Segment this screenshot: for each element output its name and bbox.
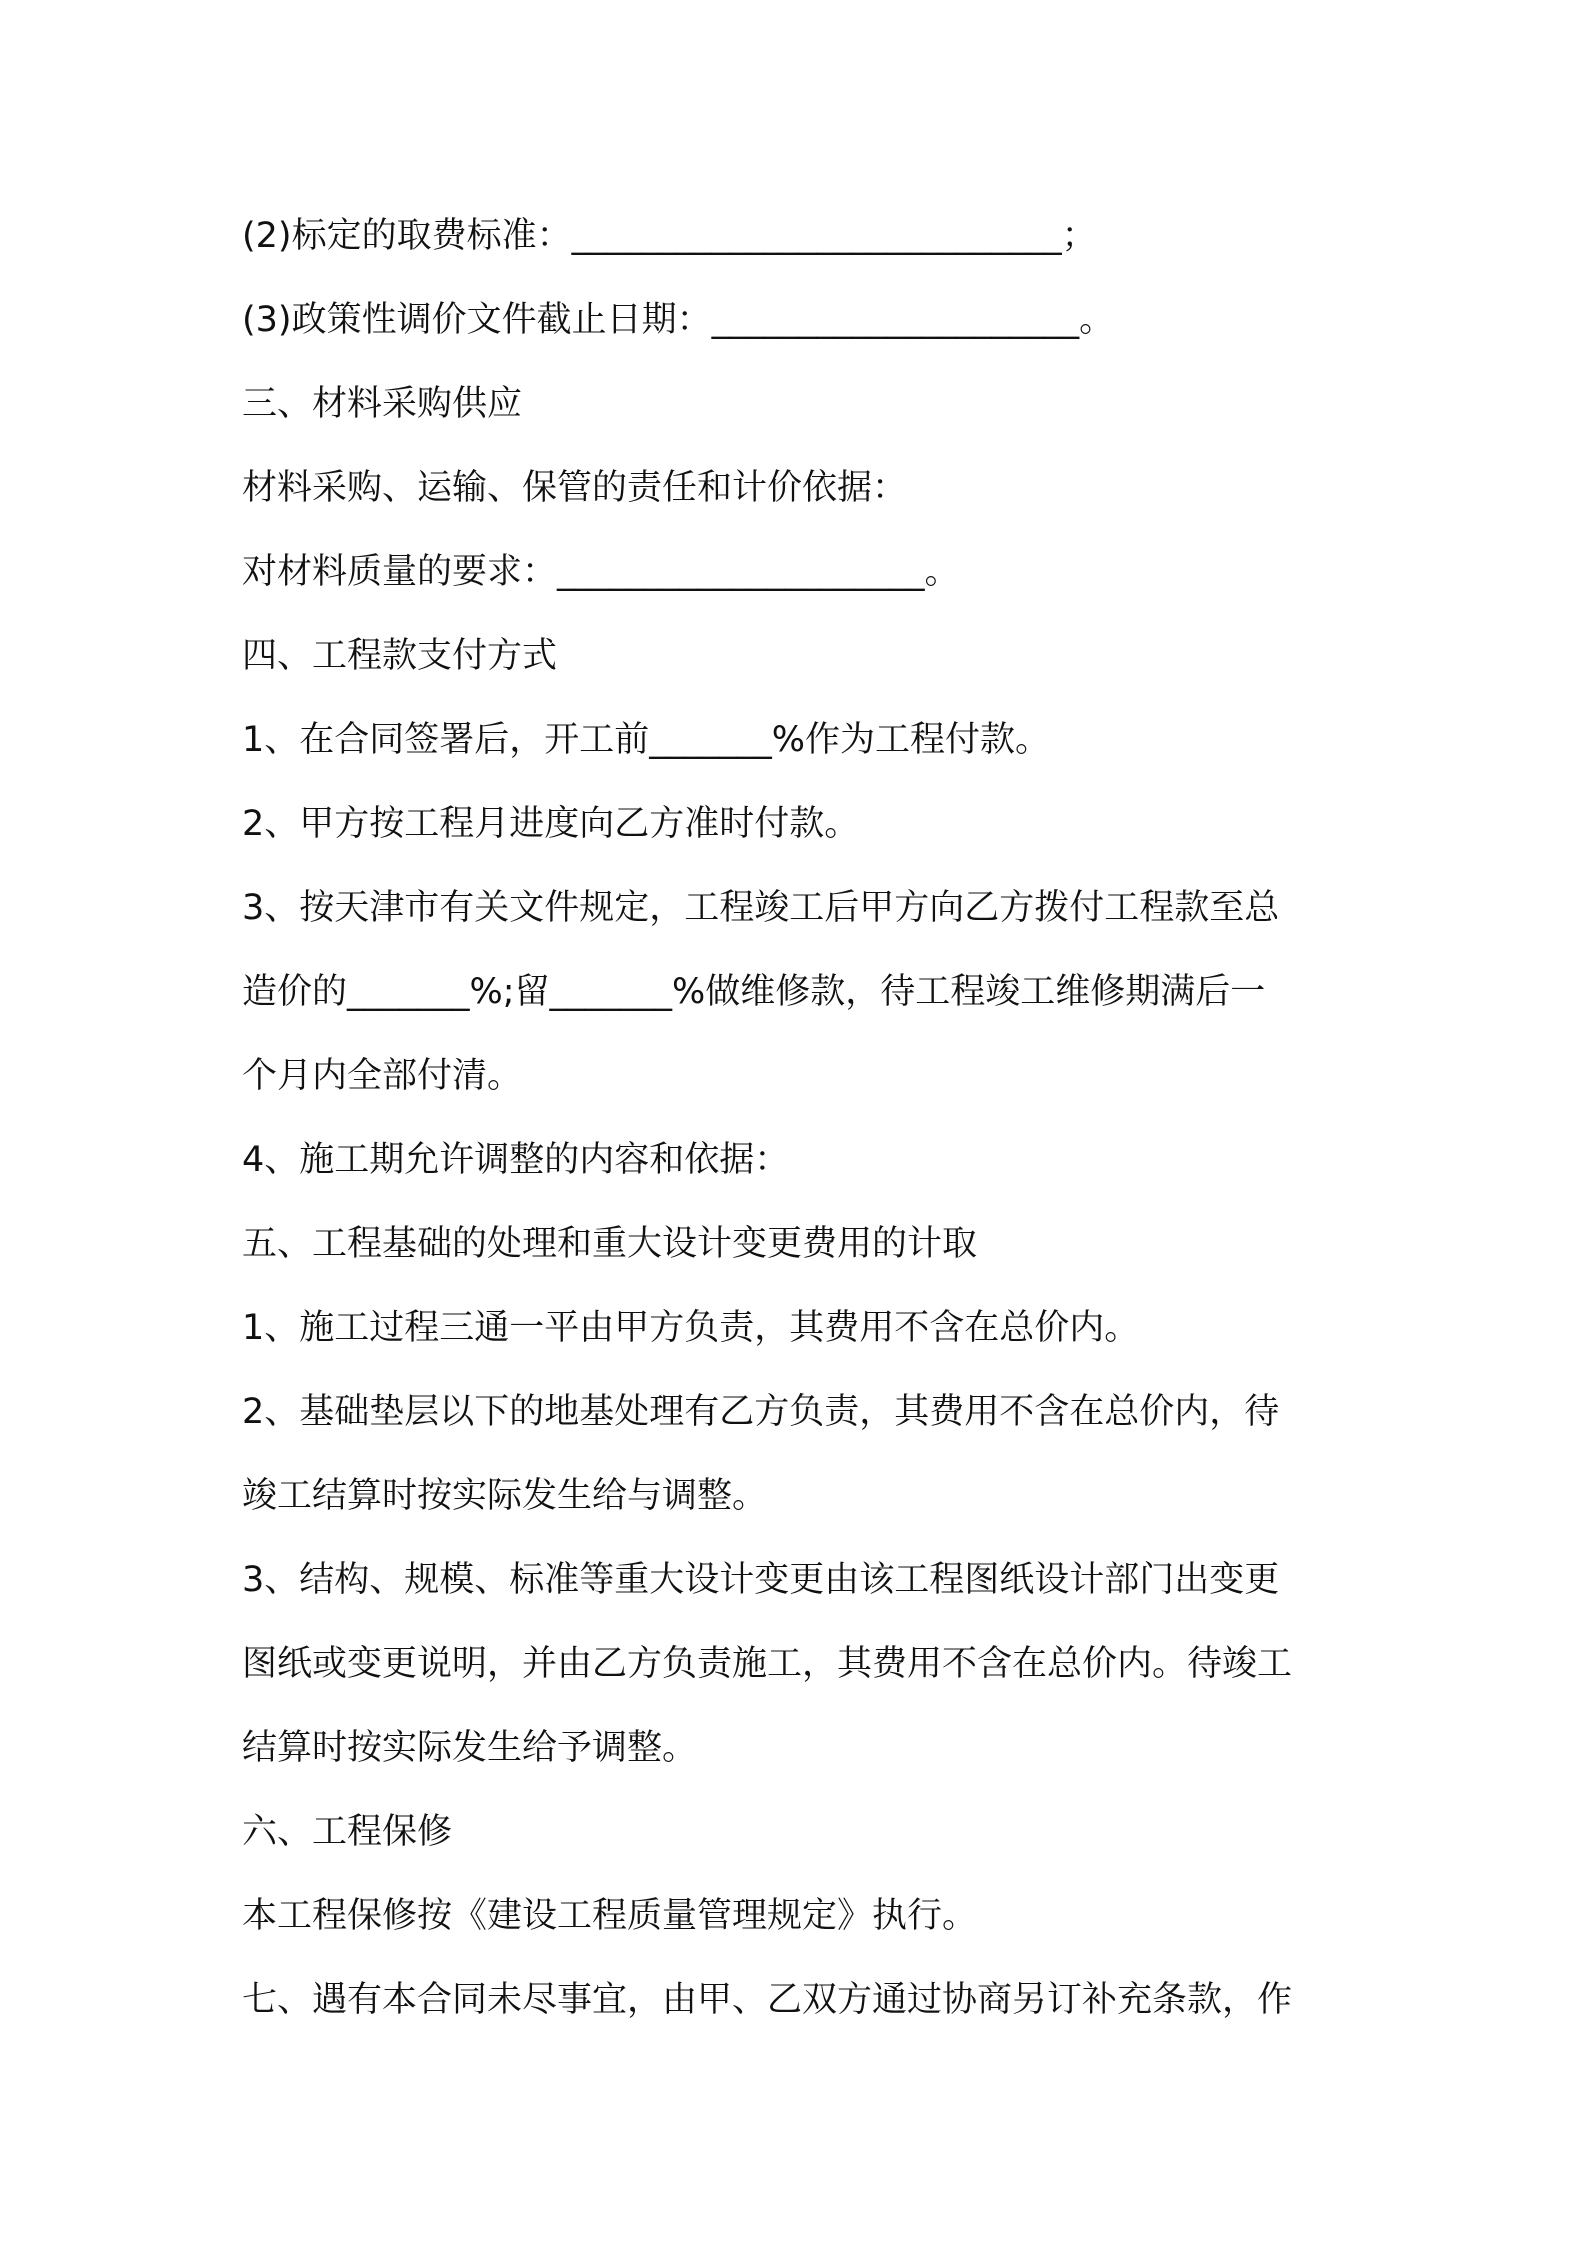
payment-item-4: 4、施工期允许调整的内容和依据： xyxy=(242,1140,790,1180)
foundation-item-3-line-1: 3、结构、规模、标准等重大设计变更由该工程图纸设计部门出变更 xyxy=(242,1560,1280,1600)
foundation-item-2-line-2: 竣工结算时按实际发生给与调整。 xyxy=(242,1476,768,1516)
document-body xyxy=(242,206,1362,2054)
section-heading-foundation: 五、工程基础的处理和重大设计变更费用的计取 xyxy=(242,1224,978,1264)
payment-item-3-line-1: 3、按天津市有关文件规定，工程竣工后甲方向乙方拨付工程款至总 xyxy=(242,888,1280,928)
section-heading-warranty: 六、工程保修 xyxy=(242,1812,453,1852)
foundation-item-2-line-1: 2、基础垫层以下的地基处理有乙方负责，其费用不含在总价内，待 xyxy=(242,1392,1280,1432)
section-seven-line-1: 七、遇有本合同未尽事宜，由甲、乙双方通过协商另订补充条款，作 xyxy=(242,1980,1293,2020)
fee-standard-line: (2)标定的取费标准：____________________________； xyxy=(242,216,1097,256)
materials-quality-line: 对材料质量的要求：_____________________。 xyxy=(242,552,960,592)
section-heading-materials: 三、材料采购供应 xyxy=(242,384,523,424)
section-heading-payment: 四、工程款支付方式 xyxy=(242,636,558,676)
policy-deadline-line: (3)政策性调价文件截止日期：_____________________。 xyxy=(242,300,1115,340)
foundation-item-3-line-3: 结算时按实际发生给予调整。 xyxy=(242,1728,698,1768)
materials-responsibility-line: 材料采购、运输、保管的责任和计价依据： xyxy=(242,468,908,508)
payment-item-3-line-2: 造价的_______%;留_______%做维修款，待工程竣工维修期满后一 xyxy=(242,972,1266,1012)
warranty-line: 本工程保修按《建设工程质量管理规定》执行。 xyxy=(242,1896,978,1936)
payment-item-3-line-3: 个月内全部付清。 xyxy=(242,1056,523,1096)
payment-item-2: 2、甲方按工程月进度向乙方准时付款。 xyxy=(242,804,860,844)
foundation-item-1: 1、施工过程三通一平由甲方负责，其费用不含在总价内。 xyxy=(242,1308,1140,1348)
payment-item-1: 1、在合同签署后，开工前_______%作为工程付款。 xyxy=(242,720,1051,760)
foundation-item-3-line-2: 图纸或变更说明，并由乙方负责施工，其费用不含在总价内。待竣工 xyxy=(242,1644,1293,1684)
